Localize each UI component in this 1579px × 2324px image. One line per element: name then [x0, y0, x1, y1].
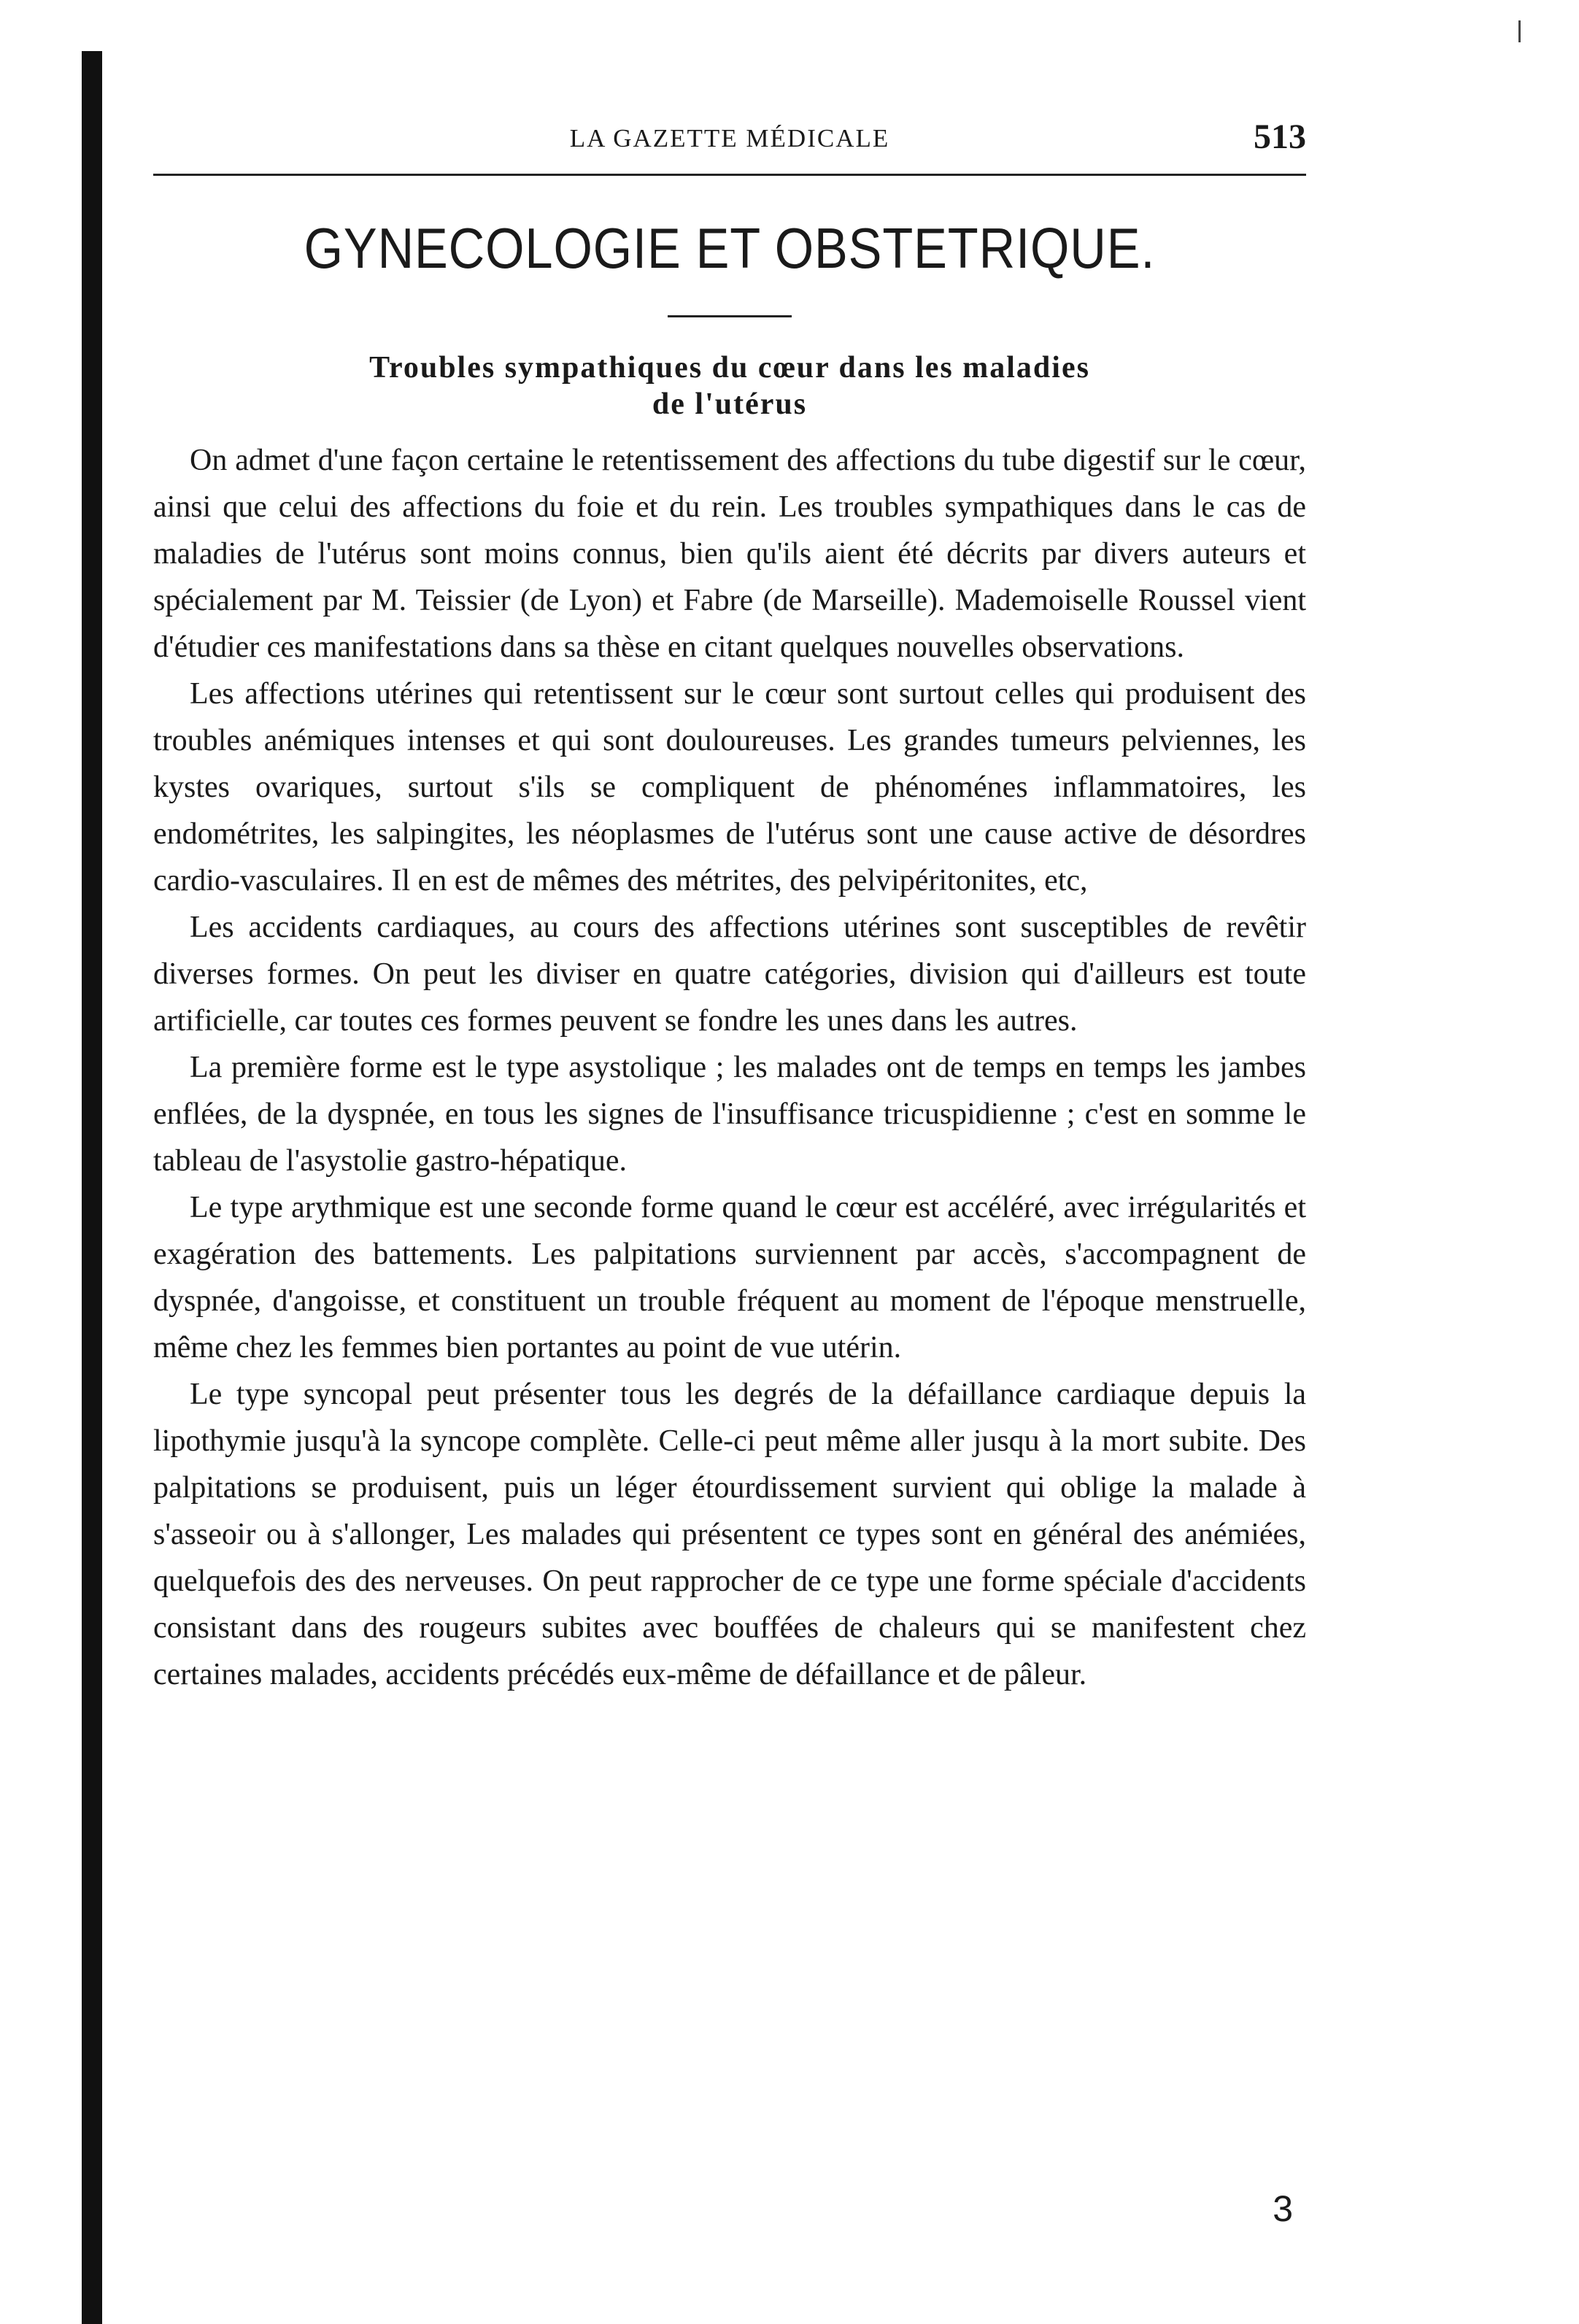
running-head: LA GAZETTE MÉDICALE	[569, 124, 890, 153]
page-header	[153, 109, 1306, 161]
page-number: 513	[1254, 117, 1306, 156]
binding-edge	[82, 51, 102, 2324]
paragraph: Les accidents cardiaques, au cours des affections utérines sont susceptibles de revêtir diverses formes. On peut les diviser en quatre catégories, division qui d'ailleurs est toute artificielle, car toutes ces formes peuvent se fondre les unes dans les autres.	[153, 911, 1306, 1038]
paragraph: La première forme est le type asystolique ; les malades ont de temps en temps les jambes enflées, de la dyspnée, en tous les signes de l'insuffisance tricuspidienne ; c'est en somme le tableau de l'asystolie gastro-hépatique.	[153, 1051, 1306, 1178]
title-rule	[668, 315, 792, 317]
paragraph: On admet d'une façon certaine le retentissement des affections du tube digestif sur le cœur, ainsi que celui des affections du foie et du rein. Les troubles sympathiques dans le cas de maladies de l'utérus sont moins connus, bien qu'ils aient été décrits par divers auteurs et spécialement par M. Teissier (de Lyon) et Fabre (de Marseille). Mademoiselle Roussel vient d'étudier ces manifestations dans sa thèse en citant quelques nouvelles observations.	[153, 444, 1306, 664]
article-title-line-2: de l'utérus	[652, 387, 808, 421]
section-title: GYNECOLOGIE ET OBSTETRIQUE.	[304, 216, 1156, 280]
paragraph: Le type arythmique est une seconde forme quand le cœur est accéléré, avec irrégularités et exagération des battements. Les palpitations surviennent par accès, s'accompagnent de dyspnée, d'angoisse, et constituent un trouble fréquent au moment de l'époque menstruelle, même chez les femmes bien portantes au point de vue utérin.	[153, 1191, 1306, 1364]
page	[153, 109, 1306, 1698]
article-body	[153, 437, 1306, 1698]
edge-mark	[1518, 20, 1521, 42]
header-rule	[153, 174, 1306, 176]
article-title	[153, 350, 1306, 422]
article-title-line-1: Troubles sympathiques du cœur dans les maladies	[369, 351, 1090, 385]
paragraph: Le type syncopal peut présenter tous les degrés de la défaillance cardiaque depuis la lipothymie jusqu'à la syncope complète. Celle-ci peut même aller jusqu à la mort subite. Des palpitations se produisent, puis un léger étourdissement survient qui oblige la malade à s'asseoir ou à s'allonger, Les malades qui présentent ce types sont en général des anémiées, quelquefois des des nerveuses. On peut rapprocher de ce type une forme spéciale d'accidents consistant dans des rougeurs subites avec bouffées de chaleurs qui se manifestent chez certaines malades, accidents précédés eux-même de défaillance et de pâleur.	[153, 1378, 1306, 1691]
signature-mark: 3	[1273, 2188, 1293, 2229]
paragraph: Les affections utérines qui retentissent sur le cœur sont surtout celles qui produisent des troubles anémiques intenses et qui sont douloureuses. Les grandes tumeurs pelviennes, les kystes ovariques, surtout s'ils se compliquent de phénoménes inflammatoires, les endométrites, les salpingites, les néoplasmes de l'utérus sont une cause active de désordres cardio-vasculaires. Il en est de mêmes des métrites, des pelvipéritonites, etc,	[153, 677, 1306, 897]
